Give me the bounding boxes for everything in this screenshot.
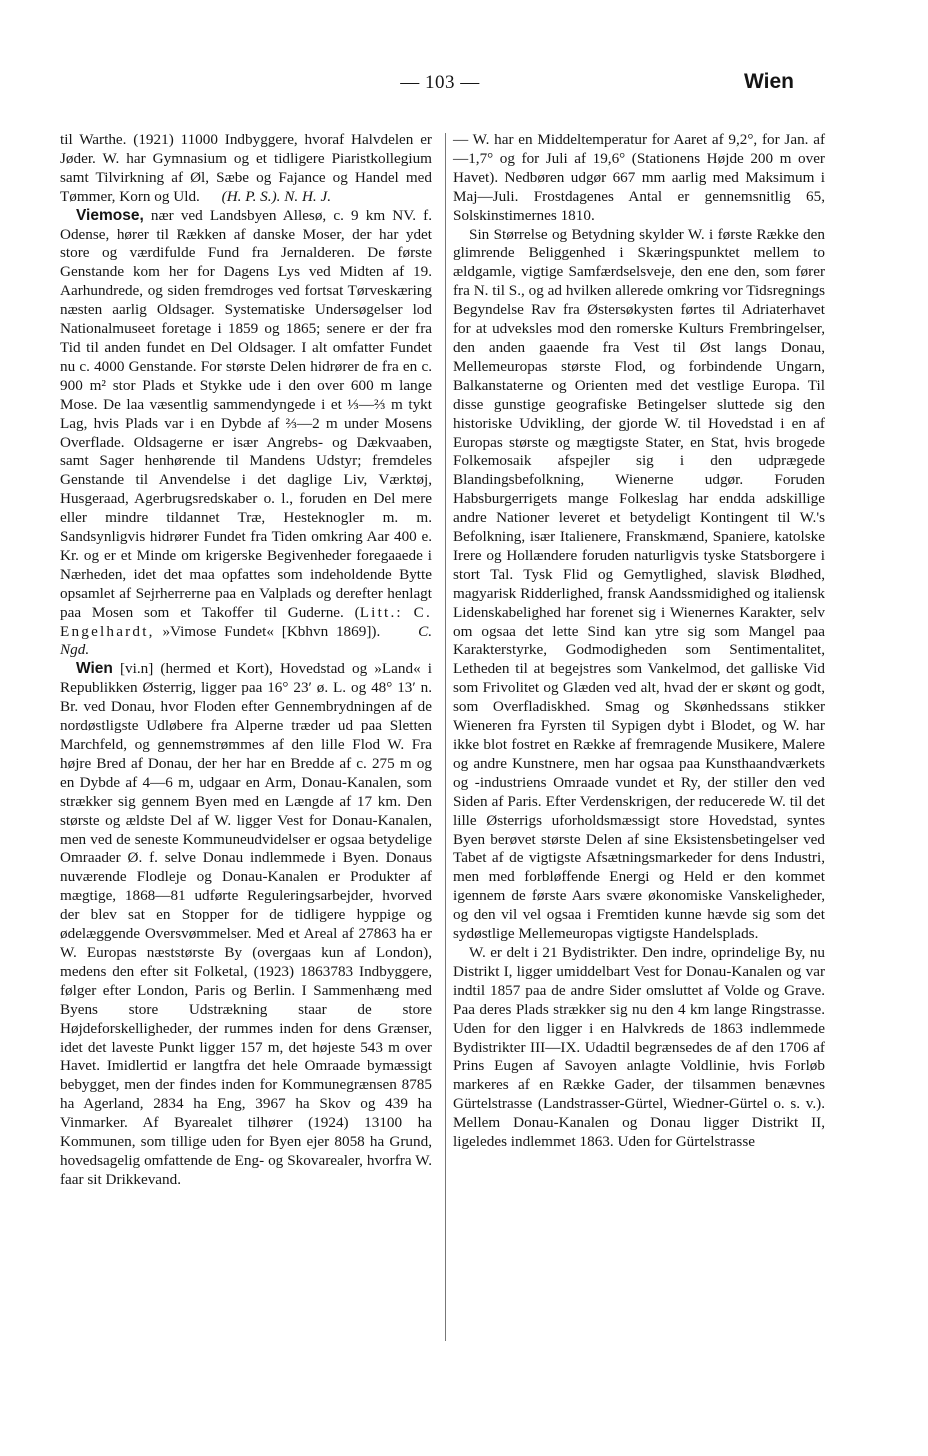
page-number: — 103 —: [400, 72, 480, 93]
entry-viemose: [60, 207, 432, 661]
paragraph-continuation: [60, 131, 432, 207]
author-signature: C. Ngd.: [60, 622, 432, 659]
left-column: [60, 131, 432, 1190]
entry-text: [vi.n] (hermed et Kort), Hovedstad og »Land« i Republikken Østerrig, ligger paa 16° 23′ ø. L. og 48° 13′ n. Br. ved Donau, hvor Floden efter Gennembrydningen af de nordøstligste Udløbere fra Alperne træder ud paa Sletten Marchfeld, og gennemstrømmes af den lille Flod W. Fra højre Bred af Donau, der her har en Bredde af c. 275 m og en Dybde af 4—6 m, udgaar en Arm, Donau-Kanalen, som strækker sig gennem Byen med en Længde af 17 km. Den største og ældste Del af W. ligger Vest for Donau-Kanalen, men ved de seneste Kommuneudvidelser er ogsaa betydelige Omraader Ø. f. selve Donau indlemmede i Byen. Donaus nuværende Flodleje og Donau-Kanalen er Produkter af mægtige, 1868—81 udførte Reguleringsarbejder, hvorved der blev sat en Stopper for de tidligere hyppige og ødelæggende Oversvømmelser. Med et Areal af 27863 ha er W. Europas næststørste By (overgaas kun af London), medens den efter sit Folketal, (1923) 1863783 Indbyggere, følger efter London, Paris og Berlin. I Sammenhæng med Byens store Udstrækning staar de store Højdeforskelligheder, der rummes inden for dens Grænser, idet det laveste Punkt ligger 157 m, det højeste 543 m over Havet. Imidlertid er langtfra det hele Omraade bymæssigt bebygget, men der findes inden for Kommunegrænsen 8785 ha Agerland, 2834 ha Eng, 3967 ha Skov og 439 ha Vinmarker. Af Byarealet tilhører (1924) 13100 ha Kommunen, som tillige uden for Byen ejer 8058 ha Grund, hovedsagelig omfattende de Eng- og Skovarealer, hvorfra W. faar sit Drikkevand.: [60, 660, 432, 1188]
paragraph-text: til Warthe. (1921) 11000 Indbyggere, hvoraf Halvdelen er Jøder. W. har Gymnasium og et tidligere Piaristkollegium samt Tilvirkning af Øl, Sæbe og Fajance og Handel med Tømmer, Korn og Uld.: [60, 131, 432, 205]
column-rule: [445, 133, 446, 1341]
entry-text: nær ved Landsbyen Allesø, c. 9 km NV. f. Odense, hører til Rækken af danske Moser, der har ydet store og værdifulde Fund fra Jernalderen. De første Genstande kom her for Dagens Lys ved Midten af 19. Aarhundrede, og siden fremdroges ved fortsat Tørveskæring næsten aarlig Oldsager. Systematiske Undersøgelser lod Nationalmuseet foretage i 1859 og 1865; senere er der fra Tid til anden fundet en Del Oldsager. I alt omfatter Fundet nu c. 4000 Genstande. For største Delen hidrører de fra en c. 900 m² stor Plads et Stykke ude i den over 600 m lange Mose. De laa væsentlig sammendyngede i et ⅓—⅔ m tykt Lag, hvis Plads var i en Dybde af ⅔—2 m under Mosens Overflade. Oldsagerne er især Angrebs- og Dækvaaben, samt Sager henhørende til Mandens Udstyr; fremdeles Genstande til Anvendelse i det daglige Liv, Værktøj, Husgeraad, Agerbrugsredskaber o. l., foruden en Del mere eller mindre tildannet Træ, Hesteknogler m. m. Sandsynligvis hidrører Fundet fra Tiden omkring Aar 400 e. Kr. og er et Minde om krigerske Begivenheder foregaaede i Nærheden, idet det maa opfattes som indeholdende Bytte opsamlet af Sejrherrerne paa en Valplads og derefter henlagt paa Mosen som et Takoffer til Guderne. (: [60, 206, 432, 621]
paragraph-significance: Sin Størrelse og Betydning skylder W. i første Række den glimrende Beliggenhed i Skæringspunktet mellem to ældgamle, vigtige Samfærdselsveje, den ene den, som fører fra N. til S., og ad hvilken allerede omkring vor Tidsregnings Begyndelse Rav fra Østersøkysten førtes til Adriaterhavet for at udveksles mod den romerske Kulturs Frembringelser, den anden gaaende fra Vest til Øst langs Donau, Mellemeuropas største Flod, og forbindende Ungarn, Balkanstaterne og Orienten med det vestlige Europa. Til disse gunstige geografiske Betingelser sluttede sig den historiske Udvikling, der gjorde W. til Hovedstad i en af Europas største og mægtigste Stater, en Stat, hvis brogede Folkemosaik afspejler sig i den udprægede Blandingsbefolkning, Wienerne udgør. Foruden Habsburgerrigets mange Folkeslag har endda adskillige andre Nationer leveret et betydeligt Kontingent til W.'s Befolkning, især Italienere, Franskmænd, Spaniere, katolske Irere og Hollændere foruden naturligvis tyske Statsborgere i stort Tal. Tysk Flid og Gemytlighed, slavisk Blødhed, magyarisk Ridderlighed, fransk Aandssmidighed og italiensk Lidenskabelighed har forenet sig i Wienernes Karakter, selv om ogsaa det lette Sind kan ytre sig som Mangel paa Karakterstyrke, Godmodigheden som Sentimentalitet, Letheden til at begejstres som Vankelmod, det galliske Vid som Frivolitet og Glæden ved alt, hvad der er skønt og godt, som Overfladiskhed. Smag og Skønhedssans stikker Wieneren fra Fyrsten til Sypigen dybt i Blodet, og W. har ikke blot fostret en Række af fremragende Musikere, Malere og andre Kunstnere, men har ogsaa paa Kunsthaandværkets og -industriens Omraade vundet et Ry, der stiller den ved Siden af Paris. Efter Verdenskrigen, der reducerede W. til det lille Østerrigs uforholdsmæssigt store Hovedstad, syntes Byen berøvet største Delen af sine Eksistensbetingelser ved Tabet af de vigtigste Afsætningsmarkeder for dens Industri, men med forbløffende Energi og Held er den kommet igennem de første Aars svære økonomiske Vanskeligheder, og den vil vel ogsaa i Fremtiden kunne hævde sig som det sydøstlige Mellemeuropas vigtigste Handelsplads.: [453, 225, 825, 943]
right-column: [453, 131, 825, 1152]
running-head: Wien: [744, 70, 794, 93]
entry-wien: [60, 660, 432, 1189]
page-header: [0, 72, 928, 98]
literature-reference: »Vimose Fundet« [Kbhvn 1869]).: [154, 622, 381, 640]
literature-label: Litt.:: [359, 603, 403, 621]
author-signature: (H. P. S.). N. H. J.: [221, 187, 332, 205]
paragraph-districts: W. er delt i 21 Bydistrikter. Den indre, oprindelige By, nu Distrikt I, ligger umiddelbart Vest for Donau-Kanalen og var indtil 1857 paa de andre Sider omsluttet af Volde og Grave. Paa deres Plads strækker sig nu den 4 km lange Ringstrasse. Uden for den ligger i en Halvkreds de 1863 indlemmede Bydistrikter III—IX. Udadtil begrænsedes de af den 1706 af Prins Eugen af Savoyen anlagte Voldlinie, hvis Forløb markeres af en Række Gader, der tilsammen benævnes Gürtelstrasse (Landstrasser-Gürtel, Wiedner-Gürtel o. s. v.). Mellem Donau-Kanalen og Donau ligger Distrikt II, ligeledes indlemmet 1863. Uden for Gürtelstrasse: [453, 943, 825, 1151]
entry-headword: Viemose,: [76, 206, 144, 224]
paragraph-climate: — W. har en Middeltemperatur for Aaret af 9,2°, for Jan. af —1,7° og for Juli af 19,6° (Stationens Højde 200 m over Havet). Nedbøren udgør 667 mm aarlig med Maksimum i Maj—Juli. Frostdagenes Antal er gennemsnitlig 65, Solskinstimernes 1810.: [453, 131, 825, 224]
literature-author: C. Engelhardt,: [60, 603, 432, 640]
entry-headword: Wien: [76, 660, 113, 678]
